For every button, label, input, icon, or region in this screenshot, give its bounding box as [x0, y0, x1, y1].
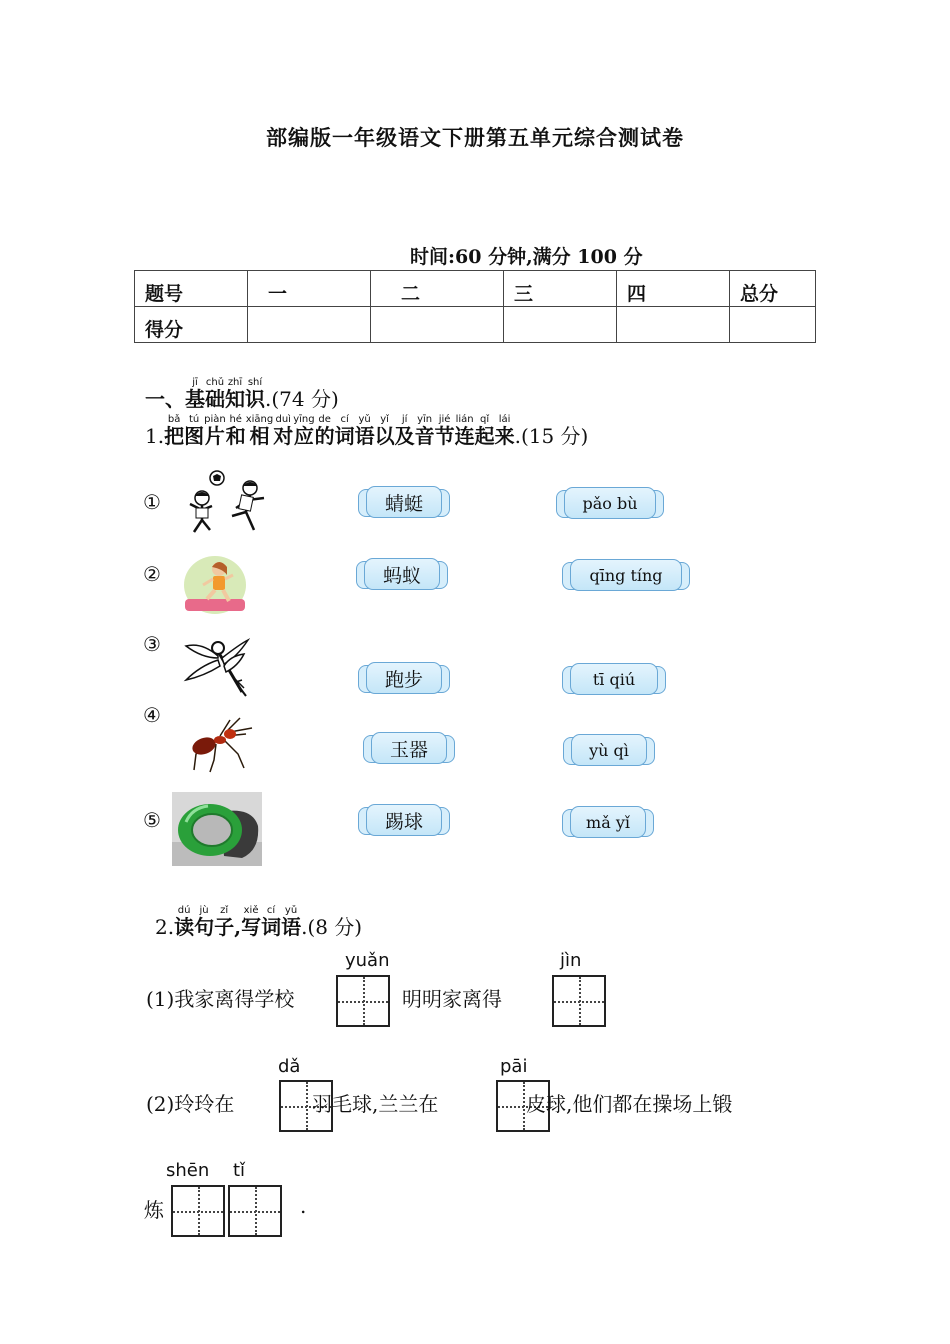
- ruby-pinyin: dú: [177, 905, 191, 916]
- ruby-char: [245, 377, 265, 410]
- ruby-hanzi: 识: [245, 387, 265, 411]
- writing-box-shen[interactable]: [171, 1185, 225, 1237]
- ruby-hanzi: 音: [414, 424, 435, 448]
- ant-image: [186, 714, 256, 774]
- ruby-hanzi: 起: [474, 424, 495, 448]
- score-header-cell: 三: [504, 271, 617, 307]
- ruby-hanzi: 和: [225, 424, 246, 448]
- ruby-hanzi: 来: [494, 424, 515, 448]
- ruby-char: [315, 414, 335, 447]
- dragonfly-image: [182, 636, 250, 698]
- word-candy-3[interactable]: [358, 662, 450, 694]
- ruby-hanzi: 图: [184, 424, 205, 448]
- ruby-char: [335, 414, 355, 447]
- pinyin-label: mǎ yǐ: [570, 806, 646, 838]
- score-header-cell: 总分: [730, 271, 816, 307]
- ruby-pinyin: jié: [438, 414, 451, 425]
- running-girl-image: [183, 555, 247, 615]
- ruby-char: [185, 377, 205, 410]
- pinyin-hint: dǎ: [278, 1056, 301, 1077]
- ruby-char: [184, 414, 204, 447]
- pinyin-label: tī qiú: [570, 663, 658, 695]
- ruby-pinyin: bǎ: [167, 414, 181, 425]
- sentence-2-part-3: 皮球,他们都在操场上锻: [526, 1092, 733, 1116]
- ruby-char: [246, 414, 274, 447]
- ruby-pinyin: de: [318, 414, 331, 425]
- ruby-char: [475, 414, 495, 447]
- ruby-pinyin: tú: [188, 414, 200, 425]
- ruby-pinyin: cí: [340, 414, 349, 425]
- ruby-hanzi: 础: [205, 387, 225, 411]
- ruby-char: [273, 414, 293, 447]
- ruby-pinyin: chǔ: [205, 377, 225, 388]
- ruby-char: [261, 905, 281, 938]
- pinyin-label: yù qì: [571, 734, 647, 766]
- question-2-heading: 2. dú 读 jù 句 zǐ 子 , xiě 写 cí 词 yǔ 语 .(8 分): [155, 905, 363, 939]
- ruby-pinyin: jī: [192, 377, 198, 388]
- pinyin-hint: shēn: [166, 1160, 210, 1181]
- ruby-hanzi: 对: [273, 424, 294, 448]
- ruby-pinyin: zǐ: [220, 905, 229, 916]
- ruby-hanzi: 知: [225, 387, 245, 411]
- ruby-pinyin: qǐ: [480, 414, 490, 425]
- item-number-3: ③: [143, 632, 161, 656]
- pinyin-hint: tǐ: [233, 1160, 246, 1181]
- score-header-cell: 二: [371, 271, 504, 307]
- ruby-pinyin: lái: [498, 414, 511, 425]
- section-1-heading: 一、 jī 基 chǔ 础 zhī 知 shí 识 .(74 分): [145, 377, 339, 411]
- writing-box-ti[interactable]: [228, 1185, 282, 1237]
- pinyin-label: qīng tíng: [570, 559, 682, 591]
- score-table-score-row: [135, 307, 816, 343]
- ruby-char: [164, 414, 184, 447]
- word-label: 玉器: [371, 732, 447, 764]
- ruby-hanzi: 的: [314, 424, 335, 448]
- score-table: [134, 270, 816, 343]
- ruby-pinyin: piàn: [204, 414, 226, 425]
- pinyin-label: pǎo bù: [564, 487, 656, 519]
- ruby-char: [495, 414, 515, 447]
- ruby-pinyin: jí: [401, 414, 408, 425]
- ruby-hanzi: 语: [354, 424, 375, 448]
- sentence-2-part-2: 羽毛球,兰兰在: [312, 1092, 439, 1116]
- ruby-pinyin: duì: [275, 414, 291, 425]
- ruby-pinyin: shí: [247, 377, 263, 388]
- ruby-hanzi: 应: [293, 424, 314, 448]
- ruby-hanzi: 节: [434, 424, 455, 448]
- pinyin-hint: yuǎn: [345, 950, 390, 971]
- pinyin-candy-5[interactable]: [562, 806, 654, 838]
- ruby-char: [214, 905, 234, 938]
- item-number-2: ②: [143, 562, 161, 586]
- ruby-pinyin: yǔ: [358, 414, 371, 425]
- ruby-hanzi: 句: [194, 915, 215, 939]
- sentence-2-part-1: (2)玲玲在: [146, 1092, 235, 1116]
- ruby-char: [225, 377, 245, 410]
- ruby-hanzi: ,: [234, 915, 242, 939]
- ruby-hanzi: 以: [374, 424, 395, 448]
- score-cell-3[interactable]: [504, 307, 617, 343]
- ruby-hanzi: 相: [249, 424, 270, 448]
- ruby-hanzi: 及: [394, 424, 415, 448]
- ruby-hanzi: 片: [204, 424, 225, 448]
- ruby-pinyin: yǔ: [284, 905, 298, 916]
- ruby-char: [205, 377, 225, 410]
- word-label: 跑步: [366, 662, 442, 694]
- jade-bracelet-image: [172, 792, 262, 866]
- ruby-hanzi: 基: [185, 387, 205, 411]
- word-label: 蜻蜓: [366, 486, 442, 518]
- ruby-pinyin: hé: [229, 414, 242, 425]
- item-number-4: ④: [143, 703, 161, 727]
- ruby-hanzi: 词: [261, 915, 282, 939]
- score-cell-1[interactable]: [248, 307, 371, 343]
- question-1-heading: 1. bǎ 把 tú 图 piàn 片 hé 和 xiāng 相 duì 对 yīng 应 de 的 cí 词 yǔ 语 yǐ 以 jí 及 yīn 音 jié 节 lián 连 qǐ 起 lái 来 .(15 分): [145, 414, 589, 448]
- ruby-char: [194, 905, 214, 938]
- item-number-5: ⑤: [143, 808, 161, 832]
- ruby-char: [234, 905, 241, 938]
- ruby-char: [281, 905, 301, 938]
- ruby-char: [204, 414, 226, 447]
- ruby-pinyin: yīng: [293, 414, 315, 425]
- score-table-header-row: [135, 271, 816, 307]
- ruby-pinyin: yǐ: [380, 414, 389, 425]
- ruby-char: [355, 414, 375, 447]
- pinyin-candy-2[interactable]: [562, 559, 690, 591]
- word-label: 踢球: [366, 804, 442, 836]
- ruby-pinyin: xiāng: [245, 414, 274, 425]
- sentence-3-part-1: 炼: [144, 1198, 164, 1222]
- ruby-hanzi: 子: [214, 915, 235, 939]
- ruby-pinyin: xiě: [243, 905, 259, 916]
- score-header-cell: 一: [248, 271, 371, 307]
- word-candy-2[interactable]: [356, 558, 448, 590]
- sentence-3-end: .: [300, 1194, 307, 1218]
- ruby-pinyin: jù: [199, 905, 209, 916]
- ruby-hanzi: 读: [174, 915, 195, 939]
- ruby-pinyin: lián: [455, 414, 474, 425]
- word-candy-5[interactable]: [358, 804, 450, 836]
- football-kids-image: [180, 468, 276, 536]
- ruby-char: [241, 905, 261, 938]
- page-title: 部编版一年级语文下册第五单元综合测试卷: [266, 126, 684, 150]
- time-info: 时间:60 分钟,满分 100 分: [410, 246, 643, 268]
- pinyin-candy-4[interactable]: [563, 734, 655, 766]
- score-cell-total[interactable]: [730, 307, 816, 343]
- ruby-hanzi: 把: [164, 424, 185, 448]
- pinyin-candy-3[interactable]: [562, 663, 666, 695]
- ruby-char: [226, 414, 246, 447]
- score-cell-2[interactable]: [371, 307, 504, 343]
- writing-box-yuan[interactable]: [336, 975, 390, 1027]
- ruby-char: [174, 905, 194, 938]
- pinyin-hint: jìn: [560, 950, 582, 971]
- item-number-1: ①: [143, 490, 161, 514]
- ruby-char: [415, 414, 435, 447]
- word-label: 蚂蚁: [364, 558, 440, 590]
- score-row-label: 得分: [135, 307, 248, 343]
- score-header-cell: 题号: [135, 271, 248, 307]
- score-cell-4[interactable]: [617, 307, 730, 343]
- word-candy-1[interactable]: [358, 486, 450, 518]
- pinyin-hint: pāi: [500, 1056, 528, 1077]
- ruby-char: [375, 414, 395, 447]
- ruby-char: [293, 414, 314, 447]
- ruby-char: [435, 414, 455, 447]
- ruby-pinyin: zhī: [227, 377, 243, 388]
- pinyin-candy-1[interactable]: [556, 487, 664, 519]
- ruby-pinyin: cí: [266, 905, 276, 916]
- sentence-1-part-2: 明明家离得: [402, 987, 502, 1011]
- ruby-hanzi: 连: [454, 424, 475, 448]
- ruby-char: [455, 414, 475, 447]
- ruby-hanzi: 词: [334, 424, 355, 448]
- ruby-hanzi: 语: [281, 915, 302, 939]
- ruby-hanzi: 写: [241, 915, 262, 939]
- sentence-1-part-1: (1)我家离得学校: [146, 987, 295, 1011]
- word-candy-4[interactable]: [363, 732, 455, 764]
- score-header-cell: 四: [617, 271, 730, 307]
- ruby-char: [395, 414, 415, 447]
- writing-box-jin[interactable]: [552, 975, 606, 1027]
- ruby-pinyin: yīn: [417, 414, 433, 425]
